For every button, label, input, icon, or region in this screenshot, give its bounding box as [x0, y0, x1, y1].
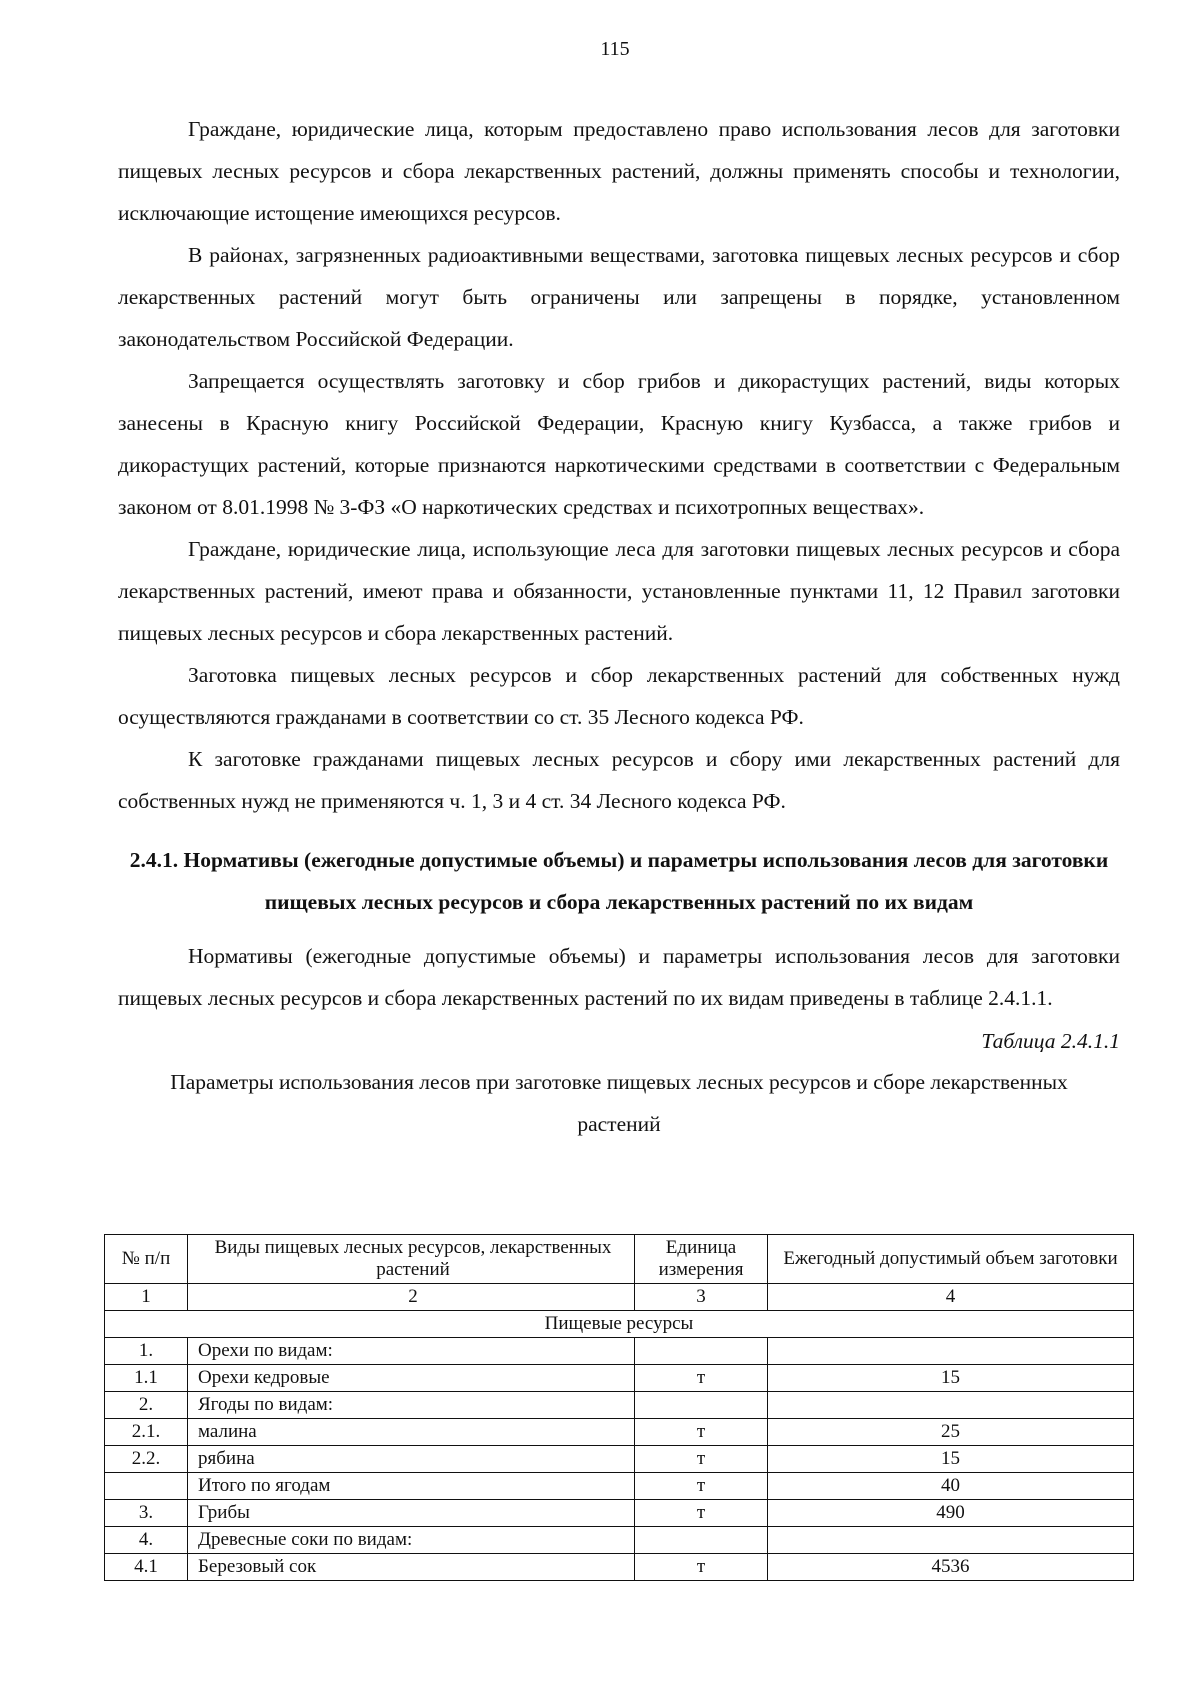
row-unit	[635, 1392, 768, 1419]
row-number: 2.1.	[105, 1419, 188, 1446]
section-label: Пищевые ресурсы	[105, 1311, 1134, 1338]
row-number: 2.2.	[105, 1446, 188, 1473]
table-row	[105, 1392, 1134, 1419]
row-volume: 4536	[768, 1554, 1134, 1581]
table-header-row	[105, 1235, 1134, 1284]
row-volume: 15	[768, 1365, 1134, 1392]
row-resource: Ягоды по видам:	[188, 1392, 635, 1419]
table-row	[105, 1446, 1134, 1473]
paragraph: Запрещается осуществлять заготовку и сбор грибов и дикорастущих растений, виды которых занесены в Красную книгу Российской Федерации, Красную книгу Кузбасса, а также грибов и дикорастущих растений, которые признаются наркотическими средствами в соответствии с Федеральным законом от 8.01.1998 № 3-ФЗ «О наркотических средствах и психотропных веществах».	[118, 369, 1120, 519]
column-number: 2	[188, 1284, 635, 1311]
column-number-row	[105, 1284, 1134, 1311]
row-resource: малина	[188, 1419, 635, 1446]
row-volume: 490	[768, 1500, 1134, 1527]
paragraph: Граждане, юридические лица, использующие леса для заготовки пищевых лесных ресурсов и сбора лекарственных растений, имеют права и обязанности, установленные пунктами 11, 12 Правил заготовки пищевых лесных ресурсов и сбора лекарственных растений.	[118, 537, 1120, 645]
row-resource: Орехи по видам:	[188, 1338, 635, 1365]
section-heading: 2.4.1. Нормативы (ежегодные допустимые объемы) и параметры использования лесов для заготовки пищевых лесных ресурсов и сбора лекарственных растений по их видам	[129, 848, 1109, 914]
row-unit: т	[635, 1365, 768, 1392]
row-volume: 15	[768, 1446, 1134, 1473]
row-resource: рябина	[188, 1446, 635, 1473]
paragraph: Граждане, юридические лица, которым предоставлено право использования лесов для заготовки пищевых лесных ресурсов и сбора лекарственных растений, должны применять способы и технологии, исключающие истощение имеющихся ресурсов.	[118, 117, 1120, 225]
column-number: 1	[105, 1284, 188, 1311]
row-resource: Орехи кедровые	[188, 1365, 635, 1392]
header-cell-resource-type: Виды пищевых лесных ресурсов, лекарственных растений	[188, 1235, 635, 1284]
table-row	[105, 1554, 1134, 1581]
row-volume	[768, 1392, 1134, 1419]
row-unit: т	[635, 1473, 768, 1500]
row-number: 2.	[105, 1392, 188, 1419]
table-row	[105, 1473, 1134, 1500]
table-row	[105, 1500, 1134, 1527]
table-title: Параметры использования лесов при заготовке пищевых лесных ресурсов и сборе лекарственных растений	[170, 1070, 1068, 1136]
paragraph: Заготовка пищевых лесных ресурсов и сбор лекарственных растений для собственных нужд осуществляются гражданами в соответствии со ст. 35 Лесного кодекса РФ.	[118, 663, 1120, 729]
document-body	[118, 108, 1120, 1145]
row-unit	[635, 1338, 768, 1365]
row-unit	[635, 1527, 768, 1554]
row-resource: Березовый сок	[188, 1554, 635, 1581]
row-unit: т	[635, 1500, 768, 1527]
row-number: 1.	[105, 1338, 188, 1365]
row-unit: т	[635, 1446, 768, 1473]
row-number: 4.1	[105, 1554, 188, 1581]
page-number: 115	[600, 38, 630, 60]
paragraph: В районах, загрязненных радиоактивными веществами, заготовка пищевых лесных ресурсов и сбор лекарственных растений могут быть ограничены или запрещены в порядке, установленном законодательством Российской Федерации.	[118, 243, 1120, 351]
header-cell-unit: Единица измерения	[635, 1235, 768, 1284]
table-row	[105, 1527, 1134, 1554]
table-row	[105, 1365, 1134, 1392]
header-cell-annual-volume: Ежегодный допустимый объем заготовки	[768, 1235, 1134, 1284]
row-number: 4.	[105, 1527, 188, 1554]
row-number	[105, 1473, 188, 1500]
parameters-table	[104, 1234, 1134, 1581]
section-paragraph: Нормативы (ежегодные допустимые объемы) и параметры использования лесов для заготовки пищевых лесных ресурсов и сбора лекарственных растений по их видам приведены в таблице 2.4.1.1.	[118, 944, 1120, 1010]
row-unit: т	[635, 1419, 768, 1446]
row-resource: Древесные соки по видам:	[188, 1527, 635, 1554]
row-volume	[768, 1338, 1134, 1365]
row-resource: Итого по ягодам	[188, 1473, 635, 1500]
row-unit: т	[635, 1554, 768, 1581]
row-volume	[768, 1527, 1134, 1554]
table-body	[105, 1284, 1134, 1581]
header-cell-number: № п/п	[105, 1235, 188, 1284]
column-number: 3	[635, 1284, 768, 1311]
row-number: 1.1	[105, 1365, 188, 1392]
table-row	[105, 1419, 1134, 1446]
paragraph: К заготовке гражданами пищевых лесных ресурсов и сбору ими лекарственных растений для собственных нужд не применяются ч. 1, 3 и 4 ст. 34 Лесного кодекса РФ.	[118, 747, 1120, 813]
row-number: 3.	[105, 1500, 188, 1527]
row-volume: 25	[768, 1419, 1134, 1446]
section-row	[105, 1311, 1134, 1338]
table-row	[105, 1338, 1134, 1365]
column-number: 4	[768, 1284, 1134, 1311]
row-resource: Грибы	[188, 1500, 635, 1527]
table-label: Таблица 2.4.1.1	[981, 1029, 1120, 1053]
row-volume: 40	[768, 1473, 1134, 1500]
